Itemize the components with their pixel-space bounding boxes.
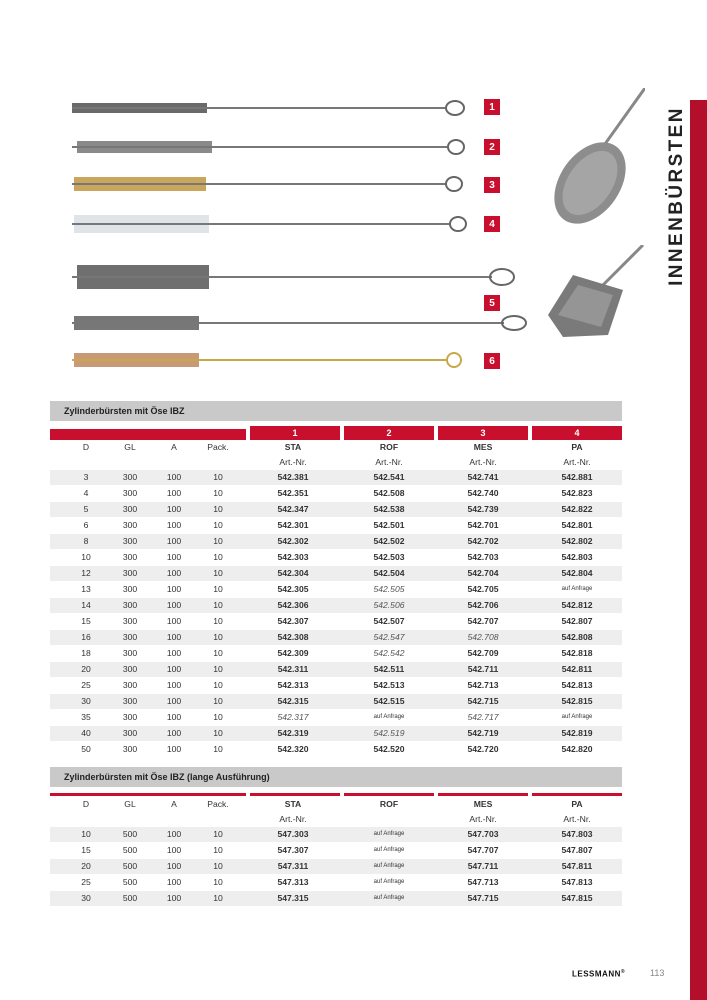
cell-p: 10 xyxy=(213,744,223,754)
brush-image-3 xyxy=(72,174,472,194)
cell-gl: 500 xyxy=(122,893,138,903)
cell-c1: 542.381 xyxy=(277,472,309,482)
cell-d: 3 xyxy=(83,472,89,482)
cell-gl: 300 xyxy=(122,744,138,754)
cell-d: 15 xyxy=(81,845,91,855)
cell-d: 13 xyxy=(81,584,91,594)
cell-c1: 547.307 xyxy=(277,845,309,855)
brush-image-6 xyxy=(72,313,532,333)
cell-c3: 542.720 xyxy=(467,744,499,754)
cell-c2: auf Anfrage xyxy=(373,714,405,720)
cell-c2: 542.542 xyxy=(373,648,405,658)
cell-a: 100 xyxy=(166,584,182,594)
cell-p: 10 xyxy=(213,552,223,562)
artnr-label: Art.-Nr. xyxy=(469,457,497,467)
cell-c4: 542.820 xyxy=(561,744,593,754)
cell-gl: 300 xyxy=(122,472,138,482)
artnr-label: Art.-Nr. xyxy=(563,457,591,467)
cell-c3: 542.702 xyxy=(467,536,499,546)
table-row xyxy=(50,614,622,630)
cell-p: 10 xyxy=(213,696,223,706)
table1-artnr-row xyxy=(50,455,622,470)
cell-a: 100 xyxy=(166,616,182,626)
header-sta: STA xyxy=(284,442,302,452)
cell-p: 10 xyxy=(213,568,223,578)
header-pack: Pack. xyxy=(207,799,229,809)
cell-p: 10 xyxy=(213,632,223,642)
cell-c3: 542.704 xyxy=(467,568,499,578)
table-row xyxy=(50,859,622,875)
cell-d: 40 xyxy=(81,728,91,738)
table-row xyxy=(50,726,622,742)
cell-c3: 542.740 xyxy=(467,488,499,498)
badge-4: 4 xyxy=(484,216,500,232)
cell-d: 20 xyxy=(81,861,91,871)
round-brush-photo xyxy=(535,88,645,233)
cell-c4: auf Anfrage xyxy=(561,586,593,592)
brand-logo-text: LESSMANN xyxy=(572,969,621,979)
cell-a: 100 xyxy=(166,845,182,855)
cell-c2: 542.519 xyxy=(373,728,405,738)
cell-c3: 547.713 xyxy=(467,877,499,887)
cell-gl: 300 xyxy=(122,568,138,578)
cell-c4: 542.815 xyxy=(561,696,593,706)
badge-1: 1 xyxy=(484,99,500,115)
cell-a: 100 xyxy=(166,632,182,642)
table-row xyxy=(50,582,622,598)
table-row xyxy=(50,486,622,502)
cell-c1: 542.302 xyxy=(277,536,309,546)
cell-a: 100 xyxy=(166,728,182,738)
table2-header-row xyxy=(50,797,622,812)
cell-c2: 542.506 xyxy=(373,600,405,610)
cell-p: 10 xyxy=(213,893,223,903)
cell-c2: auf Anfrage xyxy=(373,847,405,853)
cell-c4: 542.811 xyxy=(561,664,593,674)
cell-gl: 300 xyxy=(122,488,138,498)
cell-p: 10 xyxy=(213,472,223,482)
cell-c2: 542.501 xyxy=(373,520,405,530)
cell-c3: 547.703 xyxy=(467,829,499,839)
cell-d: 8 xyxy=(83,536,89,546)
cell-c2: 542.504 xyxy=(373,568,405,578)
cell-c4: 542.804 xyxy=(561,568,593,578)
brush-image-1 xyxy=(72,98,472,118)
cell-c1: 542.308 xyxy=(277,632,309,642)
header-a: A xyxy=(171,442,177,452)
cell-d: 35 xyxy=(81,712,91,722)
cell-c4: 542.818 xyxy=(561,648,593,658)
header-d: D xyxy=(82,442,90,452)
badge-3: 3 xyxy=(484,177,500,193)
table2-title xyxy=(50,767,622,787)
header-pack: Pack. xyxy=(207,442,229,452)
cell-p: 10 xyxy=(213,861,223,871)
cell-a: 100 xyxy=(166,712,182,722)
col-number-4: 4 xyxy=(532,426,622,440)
cell-p: 10 xyxy=(213,829,223,839)
cell-c2: 542.515 xyxy=(373,696,405,706)
cell-c2: 542.513 xyxy=(373,680,405,690)
cell-d: 25 xyxy=(81,877,91,887)
table2-artnr-row xyxy=(50,812,622,827)
cell-c1: 547.311 xyxy=(277,861,309,871)
cell-c1: 547.315 xyxy=(277,893,309,903)
artnr-label: Art.-Nr. xyxy=(375,457,403,467)
cell-c2: 542.505 xyxy=(373,584,405,594)
cell-gl: 300 xyxy=(122,648,138,658)
cell-gl: 300 xyxy=(122,616,138,626)
cell-c2: 542.538 xyxy=(373,504,405,514)
cell-p: 10 xyxy=(213,520,223,530)
cell-c2: auf Anfrage xyxy=(373,863,405,869)
cell-c4: auf Anfrage xyxy=(561,714,593,720)
side-tab-bar xyxy=(690,100,707,1000)
header-pa: PA xyxy=(571,442,583,452)
cell-gl: 300 xyxy=(122,680,138,690)
cell-c2: 542.520 xyxy=(373,744,405,754)
cell-c4: 542.881 xyxy=(561,472,593,482)
cell-c1: 542.304 xyxy=(277,568,309,578)
table1-number-row xyxy=(50,426,622,440)
cell-a: 100 xyxy=(166,648,182,658)
header-sta: STA xyxy=(284,799,302,809)
cell-c1: 542.306 xyxy=(277,600,309,610)
cell-gl: 300 xyxy=(122,712,138,722)
cell-gl: 500 xyxy=(122,877,138,887)
cell-c2: 542.507 xyxy=(373,616,405,626)
cell-p: 10 xyxy=(213,680,223,690)
table-row xyxy=(50,742,622,758)
cell-d: 50 xyxy=(81,744,91,754)
cell-p: 10 xyxy=(213,648,223,658)
cell-c4: 547.815 xyxy=(561,893,593,903)
cell-gl: 300 xyxy=(122,504,138,514)
page-number: 113 xyxy=(650,968,665,978)
cell-a: 100 xyxy=(166,680,182,690)
cell-a: 100 xyxy=(166,568,182,578)
cell-d: 12 xyxy=(81,568,91,578)
cell-c3: 542.719 xyxy=(467,728,499,738)
side-tab-title-text: INNENBÜRSTEN xyxy=(666,106,687,286)
cell-gl: 300 xyxy=(122,632,138,642)
table-row xyxy=(50,630,622,646)
cell-c1: 547.303 xyxy=(277,829,309,839)
cell-c4: 547.803 xyxy=(561,829,593,839)
table1 xyxy=(50,426,622,758)
cell-p: 10 xyxy=(213,877,223,887)
table-row xyxy=(50,646,622,662)
table1-title xyxy=(50,401,622,421)
table-row xyxy=(50,470,622,486)
col-number-1: 1 xyxy=(250,426,340,440)
cell-c1: 547.313 xyxy=(277,877,309,887)
cell-a: 100 xyxy=(166,744,182,754)
header-mes: MES xyxy=(473,442,493,452)
cell-d: 14 xyxy=(81,600,91,610)
cell-c1: 542.347 xyxy=(277,504,309,514)
cell-c1: 542.351 xyxy=(277,488,309,498)
cell-c3: 542.709 xyxy=(467,648,499,658)
table-row xyxy=(50,598,622,614)
table2-body xyxy=(50,827,622,907)
table-row xyxy=(50,694,622,710)
table-row xyxy=(50,550,622,566)
cell-c2: 542.541 xyxy=(373,472,405,482)
cell-gl: 300 xyxy=(122,552,138,562)
cell-d: 10 xyxy=(81,552,91,562)
cell-a: 100 xyxy=(166,536,182,546)
cell-c2: 542.502 xyxy=(373,536,405,546)
cell-p: 10 xyxy=(213,845,223,855)
table1-body xyxy=(50,470,622,758)
cell-c3: 547.715 xyxy=(467,893,499,903)
cell-gl: 300 xyxy=(122,536,138,546)
cell-gl: 500 xyxy=(122,845,138,855)
table-row xyxy=(50,875,622,891)
cell-c1: 542.319 xyxy=(277,728,309,738)
cell-c2: 542.511 xyxy=(373,664,405,674)
cell-c2: 542.508 xyxy=(373,488,405,498)
cell-p: 10 xyxy=(213,536,223,546)
cell-gl: 500 xyxy=(122,829,138,839)
cell-c3: 542.707 xyxy=(467,616,499,626)
cell-c1: 542.311 xyxy=(277,664,309,674)
cell-p: 10 xyxy=(213,584,223,594)
cell-c1: 542.307 xyxy=(277,616,309,626)
cell-d: 30 xyxy=(81,893,91,903)
artnr-label: Art.-Nr. xyxy=(469,814,497,824)
cell-d: 18 xyxy=(81,648,91,658)
cell-c1: 542.303 xyxy=(277,552,309,562)
cell-gl: 300 xyxy=(122,664,138,674)
cell-c1: 542.315 xyxy=(277,696,309,706)
cell-c4: 547.813 xyxy=(561,877,593,887)
cell-c2: 542.547 xyxy=(373,632,405,642)
side-tab-title xyxy=(662,96,692,296)
header-gl: GL xyxy=(124,442,136,452)
header-gl: GL xyxy=(124,799,136,809)
cell-c3: 542.715 xyxy=(467,696,499,706)
col-number-2: 2 xyxy=(344,426,434,440)
cell-c4: 542.819 xyxy=(561,728,593,738)
cell-p: 10 xyxy=(213,488,223,498)
cell-p: 10 xyxy=(213,504,223,514)
table-row xyxy=(50,518,622,534)
cell-c2: auf Anfrage xyxy=(373,895,405,901)
cell-a: 100 xyxy=(166,829,182,839)
cell-c3: 542.708 xyxy=(467,632,499,642)
cell-a: 100 xyxy=(166,504,182,514)
cell-d: 4 xyxy=(83,488,89,498)
table-row xyxy=(50,502,622,518)
cell-c3: 542.703 xyxy=(467,552,499,562)
cell-c4: 547.807 xyxy=(561,845,593,855)
cell-c4: 542.801 xyxy=(561,520,593,530)
cell-c4: 542.808 xyxy=(561,632,593,642)
table-row xyxy=(50,678,622,694)
cell-c2: 542.503 xyxy=(373,552,405,562)
header-rof: ROF xyxy=(379,442,399,452)
cell-d: 25 xyxy=(81,680,91,690)
table-row xyxy=(50,534,622,550)
table-row xyxy=(50,566,622,582)
cell-c3: 542.706 xyxy=(467,600,499,610)
cell-a: 100 xyxy=(166,664,182,674)
cell-c3: 542.717 xyxy=(467,712,499,722)
cell-gl: 300 xyxy=(122,520,138,530)
brand-logo xyxy=(572,969,625,979)
cell-d: 30 xyxy=(81,696,91,706)
badge-2: 2 xyxy=(484,139,500,155)
cell-d: 16 xyxy=(81,632,91,642)
artnr-label: Art.-Nr. xyxy=(279,457,307,467)
cell-c3: 547.707 xyxy=(467,845,499,855)
cell-a: 100 xyxy=(166,520,182,530)
cell-d: 20 xyxy=(81,664,91,674)
cell-gl: 500 xyxy=(122,861,138,871)
cell-a: 100 xyxy=(166,600,182,610)
table-row xyxy=(50,843,622,859)
table-row xyxy=(50,710,622,726)
brush-image-2 xyxy=(72,137,472,157)
brush-image-5 xyxy=(72,264,522,292)
cell-c4: 542.813 xyxy=(561,680,593,690)
cell-a: 100 xyxy=(166,488,182,498)
cell-a: 100 xyxy=(166,552,182,562)
brush-image-7 xyxy=(72,350,472,370)
cell-p: 10 xyxy=(213,616,223,626)
cell-c4: 542.822 xyxy=(561,504,593,514)
cell-a: 100 xyxy=(166,861,182,871)
table-row xyxy=(50,891,622,907)
col-number-3: 3 xyxy=(438,426,528,440)
cell-p: 10 xyxy=(213,664,223,674)
cell-c1: 542.309 xyxy=(277,648,309,658)
table2-title-text: Zylinderbürsten mit Öse IBZ (lange Ausführung) xyxy=(64,772,270,782)
header-mes: MES xyxy=(473,799,493,809)
cell-c3: 542.713 xyxy=(467,680,499,690)
badge-5: 5 xyxy=(484,295,500,311)
cell-gl: 300 xyxy=(122,696,138,706)
brush-image-4 xyxy=(72,213,472,233)
header-a: A xyxy=(171,799,177,809)
registered-mark: ® xyxy=(620,969,626,975)
cell-c3: 542.701 xyxy=(467,520,499,530)
cell-d: 10 xyxy=(81,829,91,839)
cell-p: 10 xyxy=(213,712,223,722)
artnr-label: Art.-Nr. xyxy=(279,814,307,824)
cell-d: 6 xyxy=(83,520,89,530)
cell-c3: 542.705 xyxy=(467,584,499,594)
cell-a: 100 xyxy=(166,472,182,482)
table1-header-row xyxy=(50,440,622,455)
cell-gl: 300 xyxy=(122,600,138,610)
table-row xyxy=(50,662,622,678)
cell-a: 100 xyxy=(166,696,182,706)
cell-p: 10 xyxy=(213,600,223,610)
cell-c3: 542.741 xyxy=(467,472,499,482)
cell-a: 100 xyxy=(166,877,182,887)
header-d: D xyxy=(82,799,90,809)
artnr-label: Art.-Nr. xyxy=(563,814,591,824)
cell-c4: 542.812 xyxy=(561,600,593,610)
table1-title-text: Zylinderbürsten mit Öse IBZ xyxy=(64,406,185,416)
badge-6: 6 xyxy=(484,353,500,369)
cell-c1: 542.305 xyxy=(277,584,309,594)
cell-d: 5 xyxy=(83,504,89,514)
cell-c4: 542.807 xyxy=(561,616,593,626)
cell-c1: 542.317 xyxy=(277,712,309,722)
cell-c3: 542.739 xyxy=(467,504,499,514)
cell-c3: 542.711 xyxy=(467,664,499,674)
cell-c3: 547.711 xyxy=(467,861,499,871)
cell-c1: 542.313 xyxy=(277,680,309,690)
cell-c4: 542.803 xyxy=(561,552,593,562)
header-pa: PA xyxy=(571,799,583,809)
table-row xyxy=(50,827,622,843)
flat-brush-photo xyxy=(543,245,653,350)
cell-c2: auf Anfrage xyxy=(373,831,405,837)
cell-a: 100 xyxy=(166,893,182,903)
header-rof: ROF xyxy=(379,799,399,809)
cell-gl: 300 xyxy=(122,584,138,594)
cell-d: 15 xyxy=(81,616,91,626)
table2 xyxy=(50,793,622,907)
cell-gl: 300 xyxy=(122,728,138,738)
cell-c1: 542.320 xyxy=(277,744,309,754)
cell-c4: 547.811 xyxy=(561,861,593,871)
cell-c4: 542.802 xyxy=(561,536,593,546)
cell-c1: 542.301 xyxy=(277,520,309,530)
cell-p: 10 xyxy=(213,728,223,738)
cell-c2: auf Anfrage xyxy=(373,879,405,885)
cell-c4: 542.823 xyxy=(561,488,593,498)
